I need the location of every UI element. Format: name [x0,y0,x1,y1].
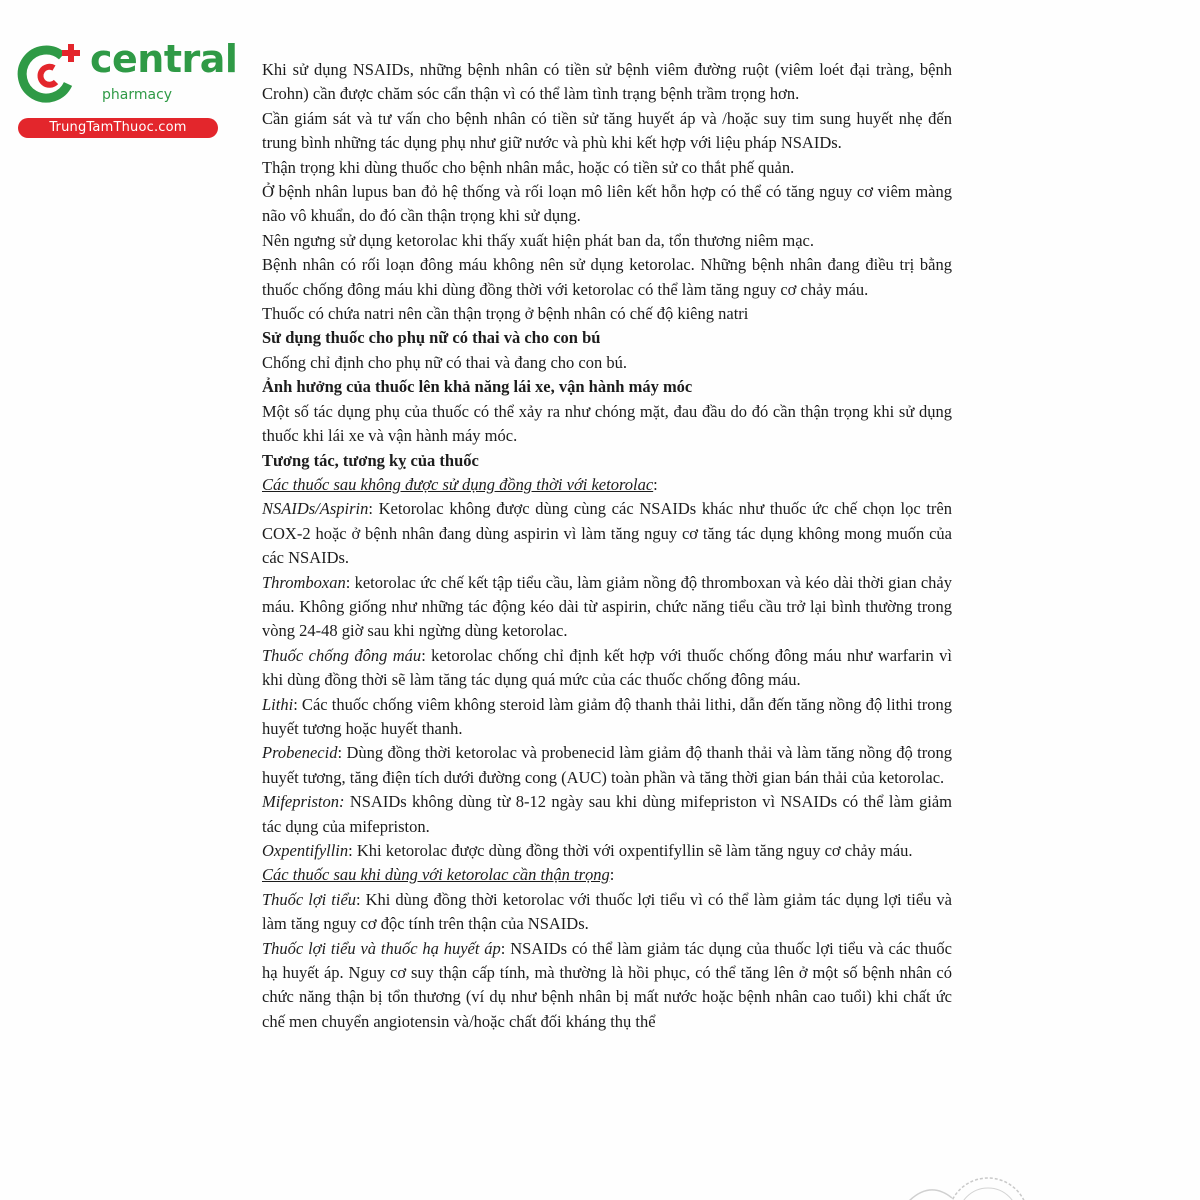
paragraph-coagulation: Bệnh nhân có rối loạn đông máu không nên sử dụng ketorolac. Những bệnh nhân đang điều trị bằng thuốc chống đông máu khi dùng đồng thời với ketorolac có thể làm tăng nguy cơ chảy máu. [262,255,952,299]
paragraph-hypertension: Cần giám sát và tư vấn cho bệnh nhân có tiền sử tăng huyết áp và /hoặc suy tim sung huyết nhẹ đến trung bình những tác dụng phụ như giữ nước và phù khi kết hợp với liệu pháp NSAIDs. [262,108,952,153]
interaction-text: : ketorolac ức chế kết tập tiểu cầu, làm giảm nồng độ thromboxan và kéo dài thời gian chảy máu. Không giống như những tác động kéo dài từ aspirin, chức năng tiểu cầu trở lại bình thường trong vòng 24-48 giờ sau khi ngừng dùng ketorolac. [262,572,952,641]
interaction-item [262,888,952,937]
heading-interactions: Tương tác, tương kỵ của thuốc [262,450,479,470]
paragraph-rash: Nên ngưng sử dụng ketorolac khi thấy xuất hiện phát ban da, tổn thương niêm mạc. [262,230,814,250]
interaction-item [262,937,952,1035]
logo-wordmark: central [90,37,238,81]
interaction-term: Probenecid [262,743,338,763]
interaction-term: Thuốc lợi tiểu [262,889,357,909]
interaction-text: : Các thuốc chống viêm không steroid làm giảm độ thanh thải lithi, dẫn đến tăng nồng độ lithi trong huyết tương hoặc huyết thanh. [262,694,952,738]
interaction-term: Lithi [262,694,294,714]
interaction-text: : ketorolac chống chỉ định kết hợp với thuốc chống đông máu như warfarin vì khi dùng đồng thời sẽ làm tăng tác dụng quá mức của các thuốc chống đông máu. [262,645,952,690]
heading-driving: Ảnh hưởng của thuốc lên khả năng lái xe, vận hành máy móc [262,377,693,397]
interaction-text: : Khi ketorolac được dùng đồng thời với oxpentifyllin sẽ làm tăng nguy cơ chảy máu. [348,841,913,860]
paragraph-pregnancy: Chống chỉ định cho phụ nữ có thai và đang cho con bú. [262,352,627,372]
interaction-item [262,644,952,693]
interaction-item [262,790,952,839]
interaction-term: Thuốc lợi tiểu và thuốc hạ huyết áp [262,938,501,958]
paragraph-driving: Một số tác dụng phụ của thuốc có thể xảy ra như chóng mặt, đau đầu do đó cần thận trọng khi sử dụng thuốc khi lái xe và vận hành máy móc. [262,401,952,446]
central-c-plus-icon [10,40,90,110]
interaction-term: NSAIDs/Aspirin [262,499,369,519]
paragraph-lupus: Ở bệnh nhân lupus ban đỏ hệ thống và rối loạn mô liên kết hỗn hợp có thể có tăng nguy cơ viêm màng não vô khuẩn, do đó cần thận trọng khi sử dụng. [262,182,952,226]
interaction-item [262,693,952,742]
subheading-caution: Các thuốc sau khi dùng với ketorolac cần thận trọng: [262,865,615,885]
interaction-text: : Dùng đồng thời ketorolac và probenecid làm giảm độ thanh thải và làm tăng nồng độ trong huyết tương, tăng điện tích dưới đường cong (AUC) toàn phần và tăng thời gian bán thải của ketorolac. [262,743,952,787]
heading-pregnancy: Sử dụng thuốc cho phụ nữ có thai và cho con bú [262,328,601,348]
subheading-not-together-text: Các thuốc sau không được sử dụng đồng thời với ketorolac [262,474,654,494]
stamp-mark-icon [900,1140,1030,1200]
interaction-item [262,571,952,644]
interaction-item [262,741,952,790]
interaction-text: NSAIDs không dùng từ 8-12 ngày sau khi dùng mifepriston vì NSAIDs có thể làm giảm tác dụng của mifepriston. [262,792,952,836]
interaction-item [262,497,952,570]
interaction-term: Oxpentifyllin [262,841,349,860]
interaction-text: : Ketorolac không được dùng cùng các NSAIDs khác như thuốc ức chế chọn lọc trên COX-2 hoặc ở bệnh nhân đang dùng aspirin vì làm tăng nguy cơ tăng tác dụng không mong muốn của các NSAIDs. [262,499,952,568]
logo-url-badge: TrungTamThuoc.com [18,118,218,138]
interaction-term: Thromboxan [262,572,346,592]
subheading-not-together: Các thuốc sau không được sử dụng đồng thời với ketorolac: [262,474,658,494]
paragraph-ibd: Khi sử dụng NSAIDs, những bệnh nhân có tiền sử bệnh viêm đường ruột (viêm loét đại tràng, bệnh Crohn) cần được chăm sóc cẩn thận vì có thể làm tình trạng bệnh trầm trọng hơn. [262,60,952,104]
paragraph-bronchospasm: Thận trọng khi dùng thuốc cho bệnh nhân mắc, hoặc có tiền sử co thắt phế quản. [262,157,795,177]
document-body [262,58,952,1034]
interaction-term: Mifepriston: [262,792,345,812]
paragraph-sodium: Thuốc có chứa natri nên cần thận trọng ở bệnh nhân có chế độ kiêng natri [262,304,749,324]
interaction-text: : Khi dùng đồng thời ketorolac với thuốc lợi tiểu vì có thể làm giảm tác dụng lợi tiểu và làm tăng nguy cơ độc tính trên thận của NSAIDs. [262,889,952,934]
interaction-text: : NSAIDs có thể làm giảm tác dụng của thuốc lợi tiểu và các thuốc hạ huyết áp. Nguy cơ suy thận cấp tính, mà thường là hồi phục, có thể tăng lên ở một số bệnh nhân có chức năng thận bị tổn thương (ví dụ như bệnh nhân bị mất nước hoặc bệnh nhân cao tuổi) khi chất ức chế men chuyển angiotensin và/hoặc chất đối kháng thụ thể [262,938,952,1031]
subheading-caution-text: Các thuốc sau khi dùng với ketorolac cần thận trọng [262,865,610,885]
central-pharmacy-logo[interactable] [10,37,238,138]
logo-subtitle: pharmacy [102,87,173,103]
interaction-term: Thuốc chống đông máu [262,645,422,665]
interaction-item [262,839,952,863]
